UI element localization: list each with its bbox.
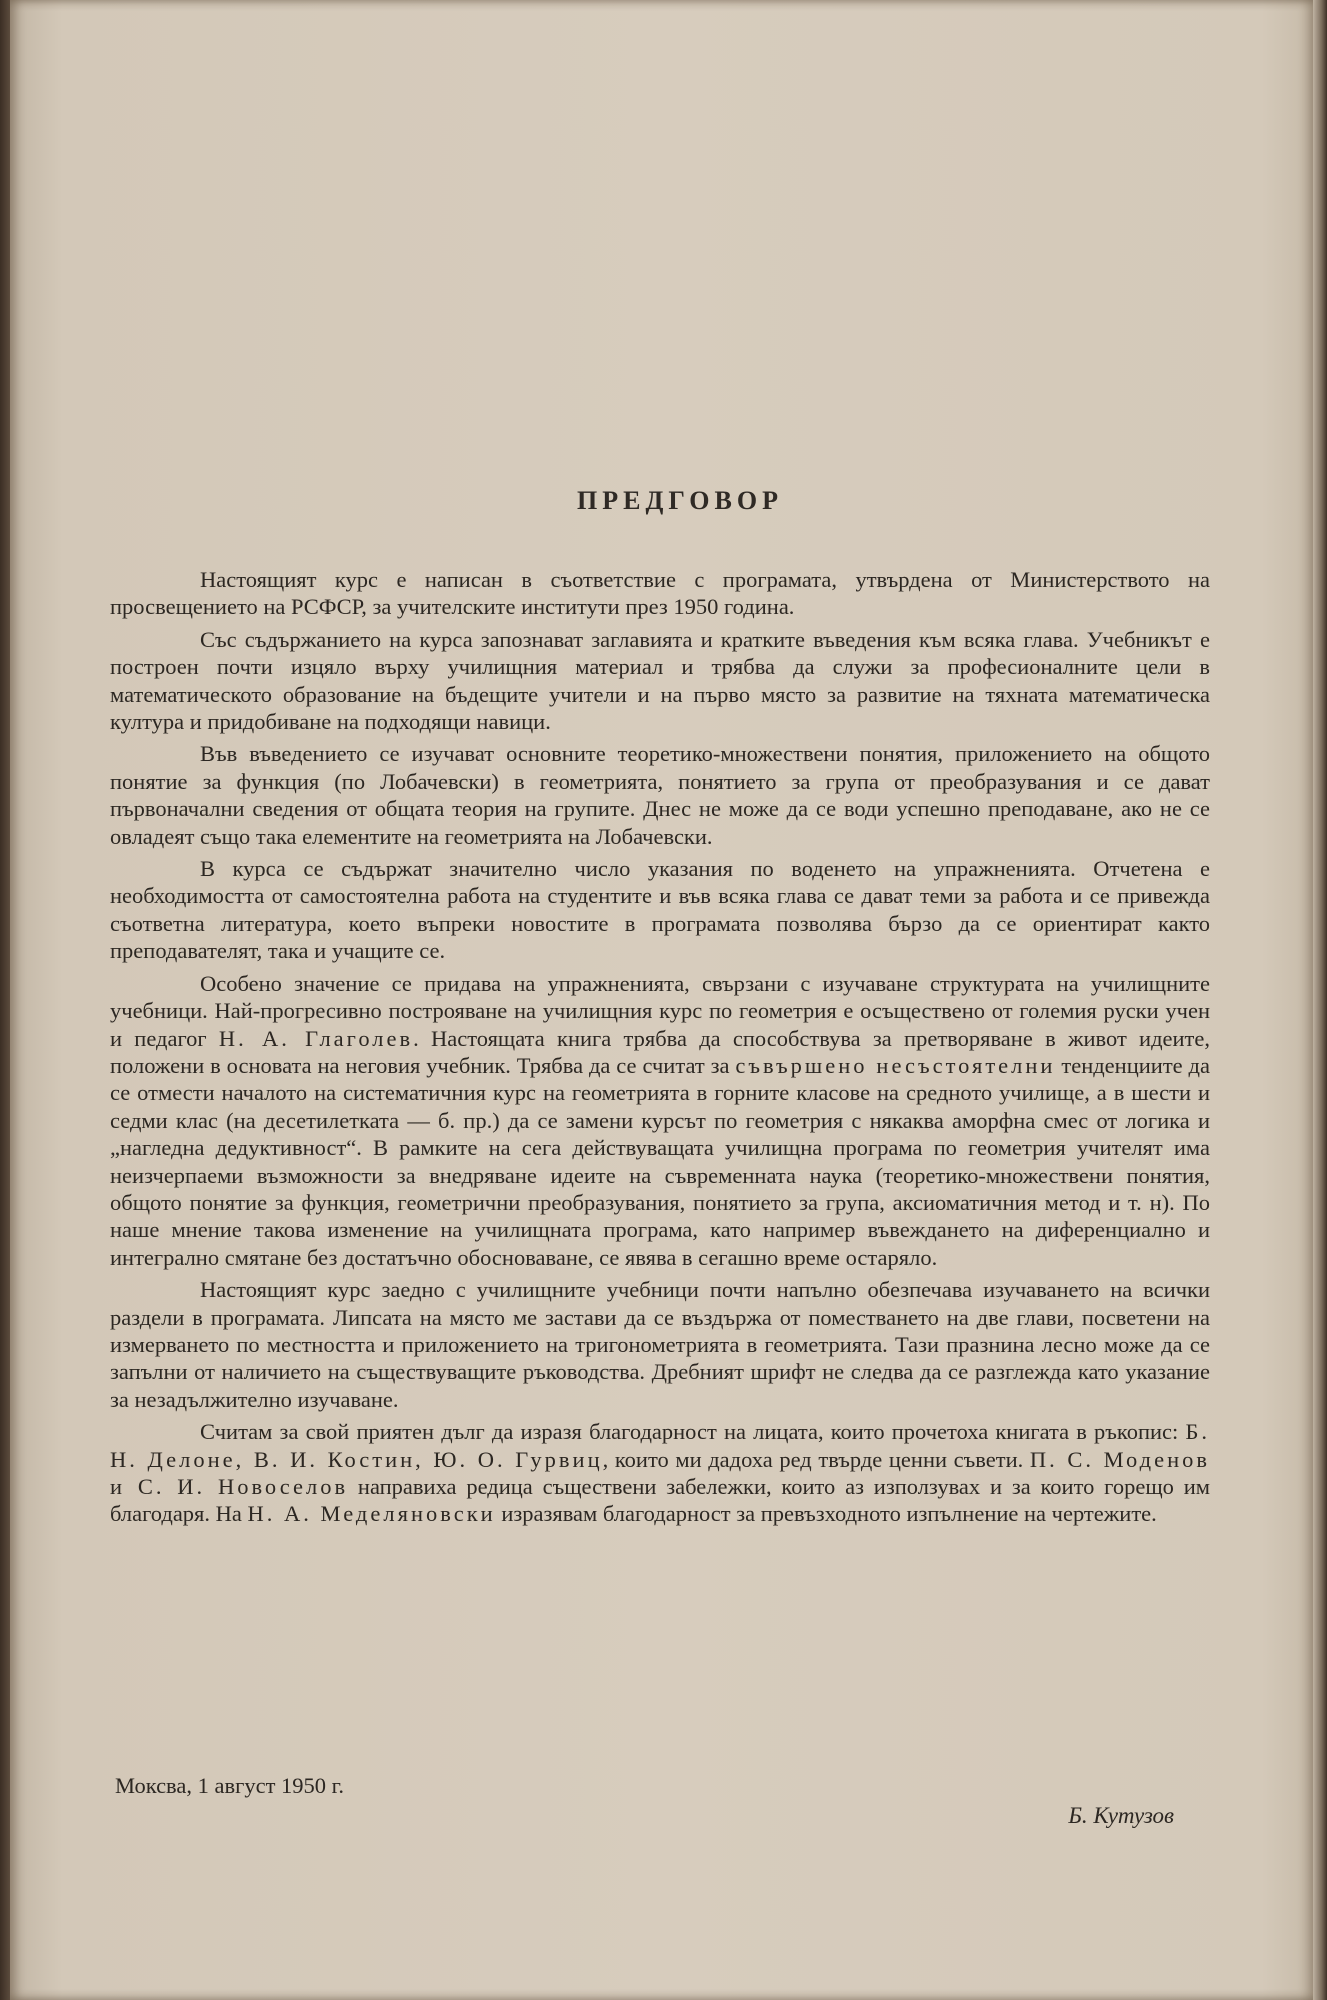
preface-text	[110, 486, 1210, 1533]
paragraph-7-part3: направиха редица съществени забележки, които аз използувах и за които горещо им благодаря. На	[110, 1474, 1210, 1527]
page-edge	[1313, 0, 1327, 2000]
place-date: Моксва, 1 август 1950 г.	[115, 1773, 344, 1798]
emphasized-phrase: съвършено несъстоятелни	[735, 1052, 1056, 1078]
person-name: Н. А. Меделяновски	[247, 1501, 496, 1527]
paragraph-1: Настоящият курс е написан в съответствие с програмата, утвърдена от Министерството на просвещението на РСФСР, за учителските институти през 1950 година.	[110, 567, 1210, 620]
book-page	[10, 0, 1314, 2000]
person-names: П. С. Моденов и С. И. Новоселов	[110, 1446, 1211, 1499]
paragraph-3: Във въведението се изучават основните теоретико-множествени понятия, приложението на общото понятие за функция (по Лобачевски) в геометрията, понятието за група от преобразувания и се дават първоначални сведения от общата теория на групите. Днес не може да се води успешно преподаване, ако не се овладеят също така елементите на геометрията на Лобачевски.	[110, 741, 1210, 849]
page-title: ПРЕДГОВОР	[577, 486, 783, 515]
paragraph-4: В курса се съдържат значително число указания по воденето на упражненията. Отчетена е необходимостта от самостоятелна работа на студентите и във всяка глава се дават теми за работа и се привежда съответна литература, което въпреки новостите в програмата позволява бързо да се ориентират както преподавателят, така и учащите се.	[110, 856, 1210, 964]
author-signature: Б. Кутузов	[1068, 1803, 1174, 1828]
paragraph-5-part2: . Настоящата книга трябва да способствува за претворяване в живот идеите, положени в основата на неговия учебник. Трябва да се считат за	[110, 1025, 1210, 1078]
person-name: Н. А. Глаголев	[218, 1025, 414, 1051]
paragraph-5-part1: Особено значение се придава на упражненията, свързани с изучаване структурата на училищните учебници. Най-прогресивно построяване на училищния курс по геометрия е осъществено от големия руски учен и педагог	[110, 970, 1210, 1051]
paragraph-7-part1: Считам за свой приятен дълг да изразя благодарност на лицата, които прочетоха книгата в ръкопис:	[200, 1419, 1186, 1445]
paragraph-7-part2: , които ми дадоха ред твърде ценни съвети.	[602, 1446, 1030, 1472]
paragraph-7-part4: изразявам благодарност за превъзходното изпълнение на чертежите.	[495, 1501, 1157, 1527]
person-names: Б. Н. Делоне, В. И. Костин, Ю. О. Гурвиц	[110, 1419, 1210, 1472]
paragraph-2: Със съдържанието на курса запознават заглавията и кратките въведения към всяка глава. Учебникът е построен почти изцяло върху училищния материал и трябва да служи за професионалните цели в математическото образование на бъдещите учители и на първо място за развитие на тяхната математическа култура и придобиване на подходящи навици.	[110, 626, 1210, 735]
paragraph-5-part3: тенденциите да се отмести началото на систематичния курс на геометрията в горните класове на средното училище, а в шести и седми клас (на десетилетката — б. пр.) да се замени курсът по геометрия с някаква аморфна смес от логика и „нагледна дедуктивност“. В рамките на сега действуващата училищна програма по геометрия учителят има неизчерпаеми възможности за внедряване идеите на съвременната наука (теоретико-множествени понятия, общото понятие за функция, геометрични преобразувания, понятието за група, аксиоматичния метод и т. н). По наше мнение такова изменение на училищната програма, като например въвеждането на диференциално и интегрално смятане без достатъчно обосноваване, се явява в сегашно време остаряло.	[110, 1052, 1210, 1270]
paragraph-6: Настоящият курс заедно с училищните учебници почти напълно обезпечава изучаването на всички раздели в програмата. Липсата на място ме застави да се въздържа от поместването на две глави, посветени на измерването по местността и приложението на тригонометрията в геометрията. Тази празнина лесно може да се запълни от наличието на съществуващите ръководства. Дребният шрифт не следва да се разглежда като указание за незадължително изучаване.	[110, 1277, 1210, 1412]
paragraph-7	[110, 1418, 1210, 1528]
paragraph-5	[110, 970, 1210, 1271]
